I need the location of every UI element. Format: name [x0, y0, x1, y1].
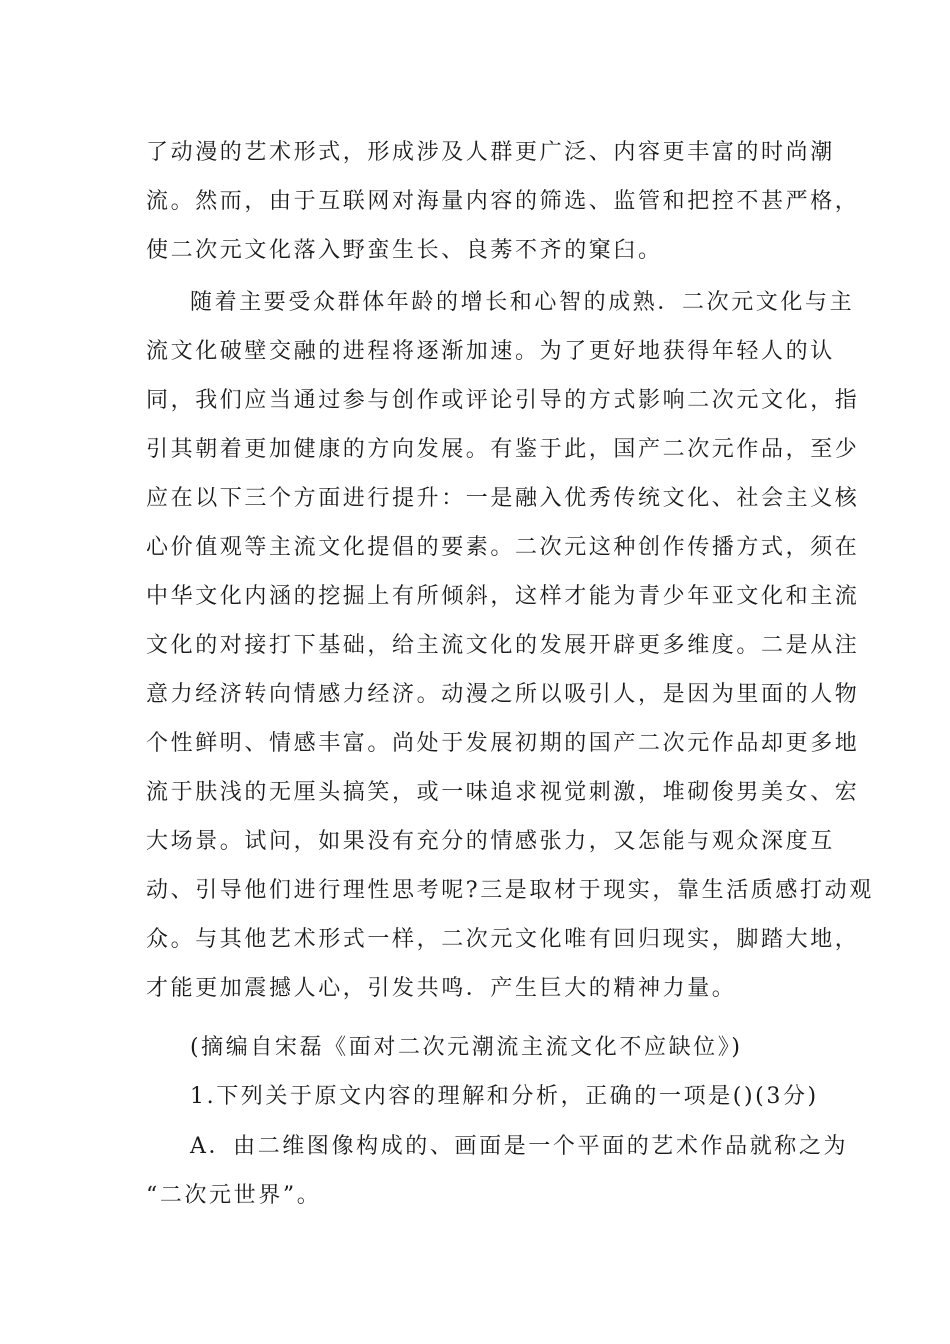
text-line: 心价值观等主流文化提倡的要素。二次元这种创作传播方式，须在	[146, 535, 860, 560]
text-line: 随着主要受众群体年龄的增长和心智的成熟．二次元文化与主	[190, 290, 855, 315]
text-line: 才能更加震撼人心，引发共鸣．产生巨大的精神力量。	[146, 976, 737, 1001]
text-line: 使二次元文化落入野蛮生长、良莠不齐的窠臼。	[146, 238, 663, 263]
source-citation-block	[146, 1023, 806, 1072]
text-line: 众。与其他艺术形式一样，二次元文化唯有回归现实，脚踏大地，	[146, 927, 860, 952]
option-a-line: A．由二维图像构成的、画面是一个平面的艺术作品就称之为	[190, 1134, 849, 1159]
text-line: 动、引导他们进行理性思考呢?三是取材于现实，靠生活质感打动观	[146, 878, 874, 903]
question-1-block	[146, 1072, 819, 1121]
text-line: 大场景。试问，如果没有充分的情感张力，又怎能与观众深度互	[146, 829, 835, 854]
option-a	[146, 1122, 849, 1220]
option-a-line: “二次元世界”。	[146, 1183, 322, 1208]
source-citation: (摘编自宋磊《面对二次元潮流主流文化不应缺位》)	[190, 1035, 743, 1060]
text-line: 意力经济转向情感力经济。动漫之所以吸引人，是因为里面的人物	[146, 682, 860, 707]
text-line: 引其朝着更加健康的方向发展。有鉴于此，国产二次元作品，至少	[146, 437, 860, 462]
text-line: 流于肤浅的无厘头搞笑，或一味追求视觉刺激，堆砌俊男美女、宏	[146, 780, 860, 805]
text-line: 中华文化内涵的挖掘上有所倾斜，这样才能为青少年亚文化和主流	[146, 584, 860, 609]
text-line: 了动漫的艺术形式，形成涉及人群更广泛、内容更丰富的时尚潮	[146, 140, 835, 165]
text-line: 应在以下三个方面进行提升：一是融入优秀传统文化、社会主义核	[146, 486, 860, 511]
paragraph-1	[146, 128, 860, 275]
paragraph-2	[146, 278, 874, 1013]
question-1: 1.下列关于原文内容的理解和分析，正确的一项是()(3分)	[190, 1084, 819, 1109]
text-line: 流。然而，由于互联网对海量内容的筛选、监管和把控不甚严格，	[146, 189, 860, 214]
text-line: 流文化破壁交融的进程将逐渐加速。为了更好地获得年轻人的认	[146, 339, 835, 364]
text-line: 文化的对接打下基础，给主流文化的发展开辟更多维度。二是从注	[146, 633, 860, 658]
text-line: 个性鲜明、情感丰富。尚处于发展初期的国产二次元作品却更多地	[146, 731, 860, 756]
text-line: 同，我们应当通过参与创作或评论引导的方式影响二次元文化，指	[146, 388, 860, 413]
